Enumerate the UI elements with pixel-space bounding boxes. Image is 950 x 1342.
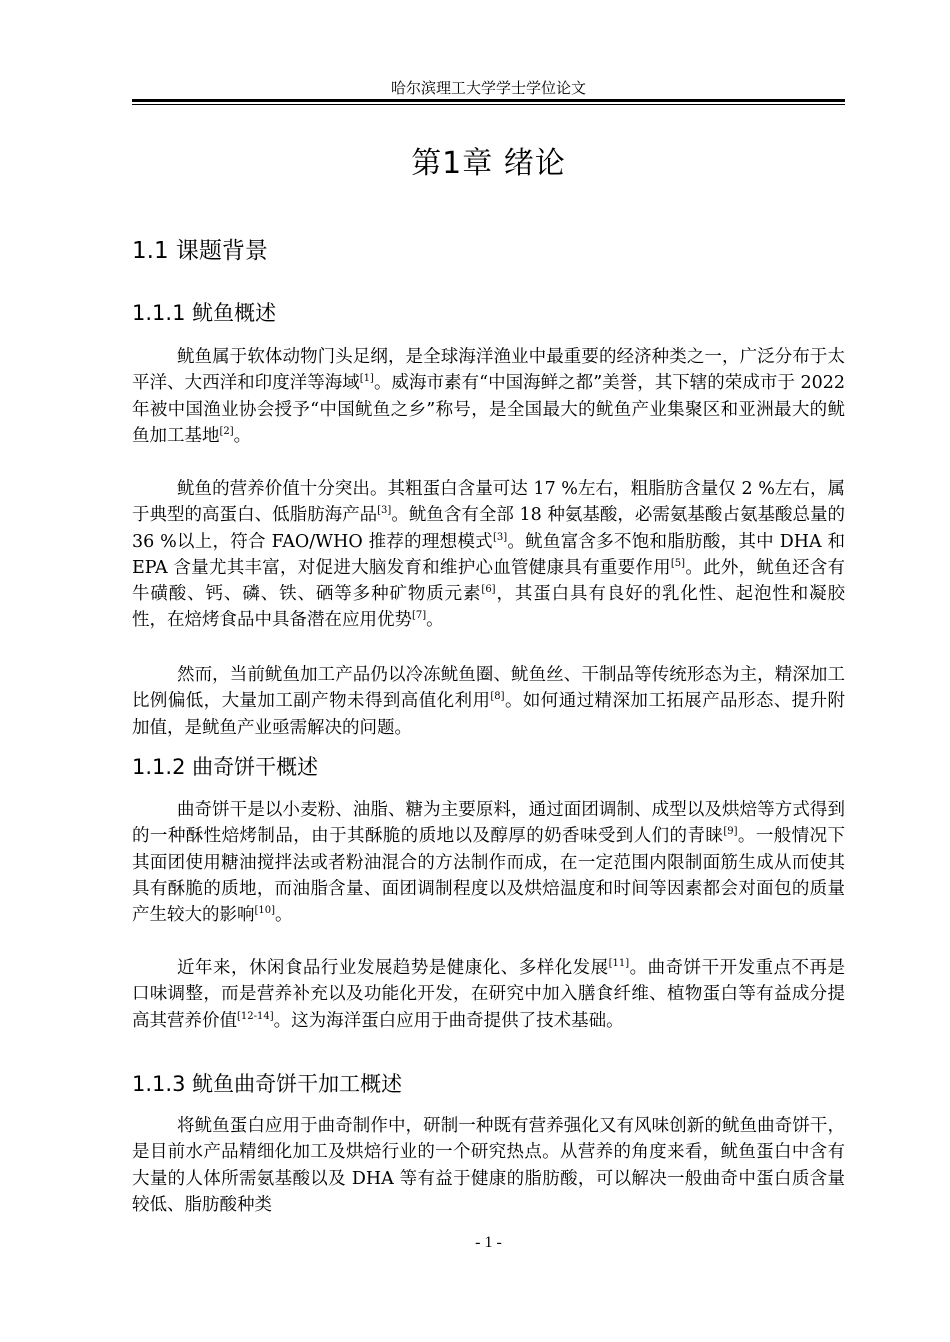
- citation: [7]: [412, 610, 427, 622]
- paragraph-cookie-trends: 近年来，休闲食品行业发展趋势是健康化、多样化发展[11]。曲奇饼干开发重点不再是口味调整，而是营养补充以及功能化开发，在研究中加入膳食纤维、植物蛋白等有益成分提高其营养价值[12-14]。这为海洋蛋白应用于曲奇提供了技术基础。: [132, 958, 846, 1031]
- section-heading-1-1-2: 1.1.2 曲奇饼干概述: [132, 755, 319, 779]
- paragraph-squid-nutrition: 鱿鱼的营养价值十分突出。其粗蛋白含量可达 17 %左右，粗脂肪含量仅 2 %左右，属于典型的高蛋白、低脂肪海产品[3]。鱿鱼含有全部 18 种氨基酸，必需氨基酸占氨基酸总量的 36 %以上，符合 FAO/WHO 推荐的理想模式[3]。鱿鱼富含多不饱和脂肪酸，其中 DHA 和 EPA 含量尤其丰富，对促进大脑发育和维护心血管健康具有重要作用[5]。此外，鱿鱼还含有牛磺酸、钙、磷、铁、硒等多种矿物质元素[6]，其蛋白具有良好的乳化性、起泡性和凝胶性，在焙烤食品中具备潜在应用优势[7]。: [132, 479, 846, 631]
- page-number: - 1 -: [475, 1234, 502, 1251]
- running-header: 哈尔滨理工大学学士学位论文: [390, 81, 586, 97]
- citation: [2]: [219, 425, 234, 437]
- paragraph-squid-overview: 鱿鱼属于软体动物门头足纲，是全球海洋渔业中最重要的经济种类之一，广泛分布于太平洋、大西洋和印度洋等海域[1]。威海市素有“中国海鲜之都”美誉，其下辖的荣成市于 2022 年被中国渔业协会授予“中国鱿鱼之乡”称号，是全国最大的鱿鱼产业集聚区和亚洲最大的鱿鱼加工基地[2]。: [132, 347, 846, 446]
- section-heading-1-1-1: 1.1.1 鱿鱼概述: [132, 301, 277, 325]
- section-heading-1-1: 1.1 课题背景: [132, 238, 268, 264]
- citation: [12-14]: [237, 1010, 274, 1022]
- citation: [10]: [254, 905, 276, 917]
- citation: [6]: [481, 584, 496, 596]
- citation: [9]: [723, 826, 738, 838]
- paragraph-squid-cookie-processing: 将鱿鱼蛋白应用于曲奇制作中，研制一种既有营养强化又有风味创新的鱿鱼曲奇饼干，是目前水产品精细化加工及烘焙行业的一个研究热点。从营养的角度来看，鱿鱼蛋白中含有大量的人体所需氨基酸以及 DHA 等有益于健康的脂肪酸，可以解决一般曲奇中蛋白质含量较低、脂肪酸种类: [132, 1116, 845, 1215]
- citation: [5]: [670, 557, 686, 569]
- citation: [3]: [377, 505, 392, 517]
- chapter-title: 第1章 绪论: [411, 146, 566, 181]
- section-heading-1-1-3: 1.1.3 鱿鱼曲奇饼干加工概述: [132, 1072, 403, 1096]
- paragraph-squid-processing: 然而，当前鱿鱼加工产品仍以冷冻鱿鱼圈、鱿鱼丝、干制品等传统形态为主，精深加工比例偏低，大量加工副产物未得到高值化利用[8]。如何通过精深加工拓展产品形态、提升附加值，是鱿鱼产业亟需解决的问题。: [132, 665, 846, 738]
- citation: [11]: [608, 958, 630, 969]
- paragraph-cookie-overview: 曲奇饼干是以小麦粉、油脂、糖为主要原料，通过面团调制、成型以及烘焙等方式得到的一种酥性焙烤制品，由于其酥脆的质地以及醇厚的奶香味受到人们的青睐[9]。一般情况下其面团使用糖油搅拌法或者粉油混合的方法制作而成，在一定范围内限制面筋生成从而使其具有酥脆的质地，而油脂含量、面团调制程度以及烘焙温度和时间等因素都会对面包的质量产生较大的影响[10]。: [132, 800, 846, 926]
- header-rule-thin: [132, 104, 845, 105]
- citation: [8]: [490, 691, 505, 703]
- citation: [1]: [359, 373, 374, 385]
- citation: [3]: [492, 531, 508, 543]
- header-rule-thick: [132, 99, 845, 102]
